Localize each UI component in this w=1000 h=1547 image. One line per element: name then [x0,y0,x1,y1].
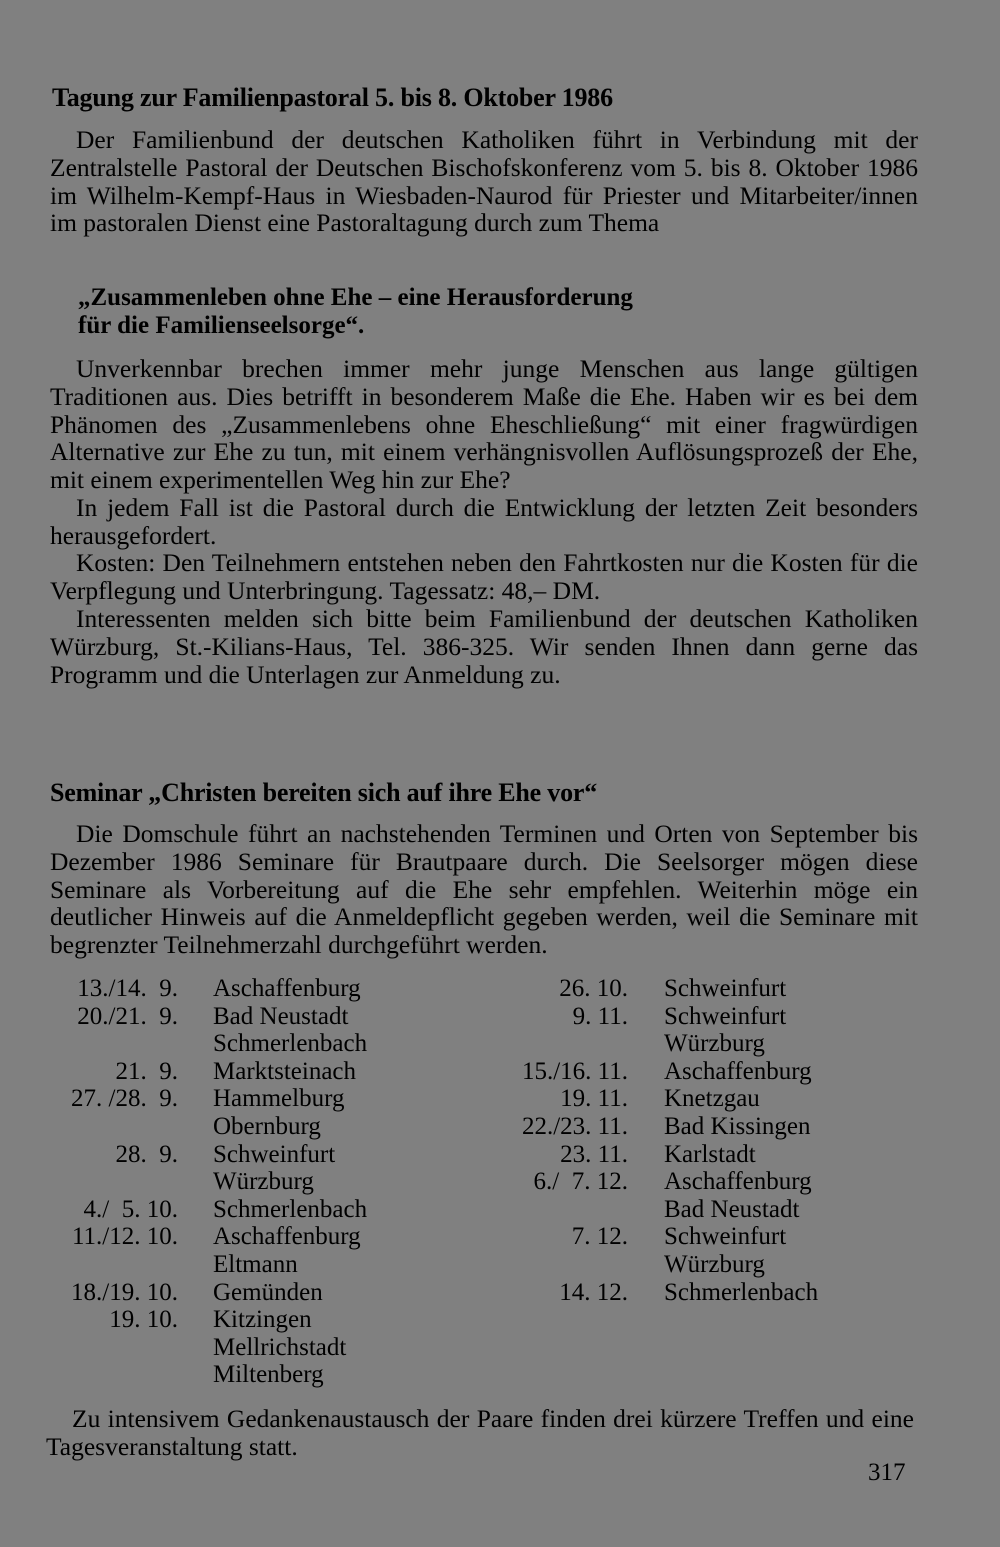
schedule-row [40,975,440,1003]
schedule-row [490,1058,910,1086]
schedule-place: Kitzingen [213,1306,312,1334]
schedule-date: 19. 10. [109,1306,178,1334]
schedule-place: Schmerlenbach [213,1030,368,1058]
theme-line-2: für die Familienseelsorge“. [78,312,365,339]
schedule-row [490,975,910,1003]
schedule-place: Eltmann [213,1250,298,1278]
schedule-row [490,1003,910,1031]
schedule-row [490,1168,910,1196]
schedule-place: Mellrichstadt [213,1333,347,1361]
schedule-date: 13./14. 9. [77,975,178,1002]
section1-paragraph-1: Unverkennbar brechen immer mehr junge Menschen aus lange gültigen Traditionen aus. Dies betrifft in besonderem Maße die Ehe. Haben wir es bei dem Phänomen des „Zusammenlebens ohne Eheschließung“ mit einer fragwürdigen Alternative zur Ehe zu tun, mit einem verhängnisvollen Auflösungsprozeß der Ehe, mit einem experimentellen Weg hin zur Ehe? [50,354,918,495]
schedule-place: Schweinfurt [213,1140,336,1168]
section1-paragraph-2: In jedem Fall ist die Pastoral durch die Entwicklung der letzten Zeit besonders herausgefordert. [50,493,918,550]
section1-paragraph-4: Interessenten melden sich bitte beim Familienbund der deutschen Katholiken Würzburg, St.-Kilians-Haus, Tel. 386-325. Wir senden Ihnen dann gerne das Programm und die Unterlagen zur Anmeldung zu. [50,604,918,689]
schedule-row [40,1113,440,1141]
schedule-place: Aschaffenburg [213,1223,361,1251]
schedule-row [490,1113,910,1141]
schedule-date: 21. 9. [115,1057,178,1085]
schedule-row [490,1141,910,1169]
schedule-date: 4./ 5. 10. [83,1195,178,1223]
schedule-row [490,1279,910,1307]
schedule-place: Bad Neustadt [664,1195,800,1223]
schedule-place: Hammelburg [213,1085,345,1113]
schedule-row [490,1196,910,1224]
schedule-row [40,1085,440,1113]
schedule-place: Knetzgau [664,1085,760,1113]
schedule-place: Würzburg [664,1030,765,1058]
schedule-date: 20./21. 9. [77,1002,178,1030]
schedule-left-column [40,975,440,1389]
schedule-row [40,1334,440,1362]
schedule-place: Schmerlenbach [213,1195,368,1223]
schedule-place: Schweinfurt [664,1002,787,1030]
schedule-place: Bad Kissingen [664,1112,811,1140]
schedule-right-column [490,975,910,1306]
schedule-place: Marktsteinach [213,1057,357,1085]
schedule-row [40,1003,440,1031]
schedule-row [40,1030,440,1058]
schedule-row [40,1196,440,1224]
schedule-date: 9. 11. [572,1002,628,1030]
schedule-row [490,1085,910,1113]
schedule-place: Karlstadt [664,1140,756,1168]
schedule-date: 27. /28. 9. [71,1085,178,1113]
schedule-place: Schweinfurt [664,1223,787,1251]
theme-line-1: „Zusammenleben ohne Ehe – eine Herausforderung [78,284,633,311]
schedule-date: 26. 10. [559,975,628,1002]
section1-heading: Tagung zur Familienpastoral 5. bis 8. Oktober 1986 [52,83,613,112]
schedule-row [40,1141,440,1169]
schedule-row [40,1306,440,1334]
schedule-row [40,1058,440,1086]
page-number: 317 [868,1459,906,1486]
schedule-place: Schmerlenbach [664,1278,819,1306]
schedule-place: Würzburg [664,1250,765,1278]
schedule-row [40,1168,440,1196]
schedule-place: Miltenberg [213,1361,324,1389]
schedule-place: Obernburg [213,1112,321,1140]
schedule-date: 22./23. 11. [521,1112,628,1140]
schedule-place: Aschaffenburg [664,1057,812,1085]
schedule-date: 7. 12. [571,1223,628,1251]
schedule-row [40,1251,440,1279]
schedule-date: 11./12. 10. [71,1223,178,1251]
schedule-date: 15./16. 11. [521,1057,628,1085]
schedule-place: Bad Neustadt [213,1002,349,1030]
section1-intro: Der Familienbund der deutschen Katholiken führt in Verbindung mit der Zentralstelle Pastoral der Deutschen Bischofskonferenz vom 5. bis 8. Oktober 1986 im Wilhelm-Kempf-Haus in Wiesbaden-Naurod für Priester und Mitarbeiter/innen im pastoralen Dienst eine Pastoraltagung durch zum Thema [50,125,918,238]
schedule-date: 18./19. 10. [71,1278,178,1306]
section1-paragraph-3: Kosten: Den Teilnehmern entstehen neben den Fahrtkosten nur die Kosten für die Verpflegung und Unterbringung. Tagessatz: 48,– DM. [50,548,918,605]
schedule-date: 6./ 7. 12. [533,1168,628,1196]
section2-closing: Zu intensivem Gedankenaustausch der Paare finden drei kürzere Treffen und eine Tagesveranstaltung statt. [46,1404,914,1461]
schedule-date: 14. 12. [559,1278,628,1306]
schedule-place: Schweinfurt [664,975,787,1002]
schedule-date: 19. 11. [560,1085,628,1113]
schedule-place: Gemünden [213,1278,323,1306]
schedule-place: Aschaffenburg [213,975,361,1002]
schedule-place: Aschaffenburg [664,1168,812,1196]
section1-theme [78,284,633,340]
section2-intro: Die Domschule führt an nachstehenden Terminen und Orten von September bis Dezember 1986 Seminare für Brautpaare durch. Die Seelsorger mögen diese Seminare als Vorbereitung auf die Ehe sehr empfehlen. Weiterhin möge ein deutlicher Hinweis auf die Anmeldepflicht gegeben werden, weil die Seminare mit begrenzter Teilnehmerzahl durchgeführt werden. [50,819,918,960]
schedule-row [490,1223,910,1251]
schedule-row [40,1223,440,1251]
schedule-row [490,1251,910,1279]
section2-heading: Seminar „Christen bereiten sich auf ihre Ehe vor“ [50,778,598,807]
schedule-row [490,1030,910,1058]
schedule-row [40,1361,440,1389]
schedule-place: Würzburg [213,1168,314,1196]
schedule-date: 23. 11. [560,1140,628,1168]
schedule-date: 28. 9. [115,1140,178,1168]
schedule-row [40,1279,440,1307]
